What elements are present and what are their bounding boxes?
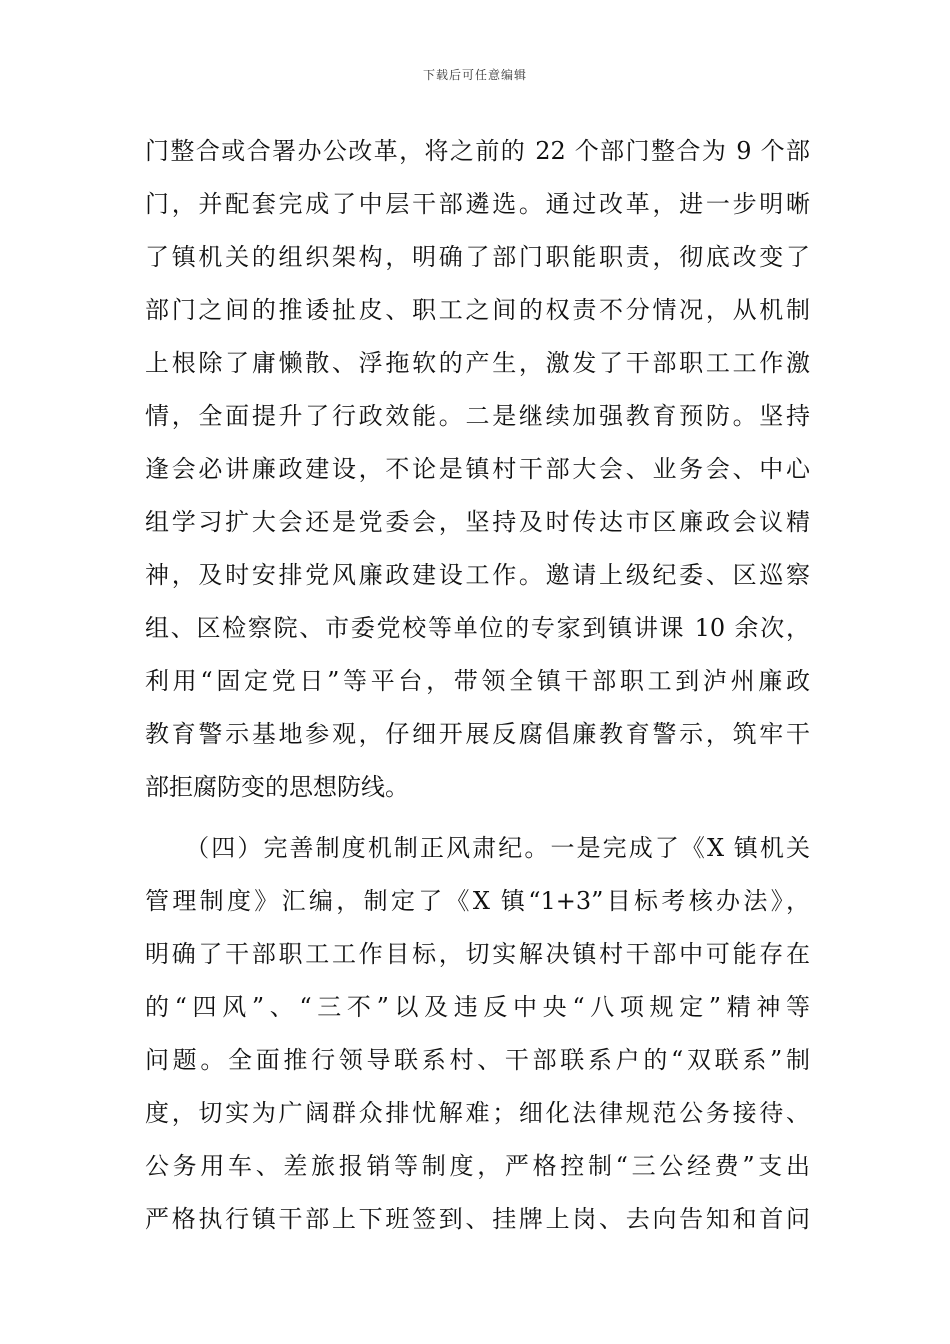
- text-line: 管理制度》汇编，制定了《X 镇“1+3”目标考核办法》，: [145, 887, 810, 915]
- text-line: 门，并配套完成了中层干部遴选。通过改革，进一步明晰: [145, 190, 810, 218]
- text-line: 组、区检察院、市委党校等单位的专家到镇讲课 10 余次，: [145, 614, 810, 642]
- text-line: 利用“固定党日”等平台，带领全镇干部职工到泸州廉政: [145, 667, 810, 695]
- text-line: 情，全面提升了行政效能。二是继续加强教育预防。坚持: [145, 402, 810, 430]
- paragraph-section-four: [145, 822, 810, 1246]
- text-line: 了镇机关的组织架构，明确了部门职能职责，彻底改变了: [145, 243, 810, 271]
- page-header: 下载后可任意编辑: [422, 68, 527, 82]
- text-line: 教育警示基地参观，仔细开展反腐倡廉教育警示，筑牢干: [145, 720, 810, 748]
- text-line: 的“四风”、“三不”以及违反中央“八项规定”精神等: [145, 993, 810, 1021]
- text-line: 明确了干部职工工作目标，切实解决镇村干部中可能存在: [145, 940, 810, 968]
- text-line: 公务用车、差旅报销等制度，严格控制“三公经费”支出: [145, 1152, 810, 1180]
- text-line: 上根除了庸懒散、浮拖软的产生，激发了干部职工工作激: [145, 349, 810, 377]
- text-line: 神，及时安排党风廉政建设工作。邀请上级纪委、区巡察: [145, 561, 810, 589]
- text-line: 度，切实为广阔群众排忧解难；细化法律规范公务接待、: [145, 1099, 810, 1127]
- text-line: 逢会必讲廉政建设，不论是镇村干部大会、业务会、中心: [145, 455, 810, 483]
- text-line: 门整合或合署办公改革，将之前的 22 个部门整合为 9 个部: [145, 137, 810, 165]
- text-line: 部门之间的推诿扯皮、职工之间的权责不分情况，从机制: [145, 296, 810, 324]
- text-line: （四）完善制度机制正风肃纪。一是完成了《X 镇机关: [145, 834, 810, 862]
- paragraph-reform-and-education: [145, 125, 810, 814]
- text-line: 部拒腐防变的思想防线。: [145, 773, 409, 801]
- text-line: 问题。全面推行领导联系村、干部联系户的“双联系”制: [145, 1046, 810, 1074]
- text-line: 严格执行镇干部上下班签到、挂牌上岗、去向告知和首问: [145, 1205, 810, 1233]
- text-line: 组学习扩大会还是党委会，坚持及时传达市区廉政会议精: [145, 508, 810, 536]
